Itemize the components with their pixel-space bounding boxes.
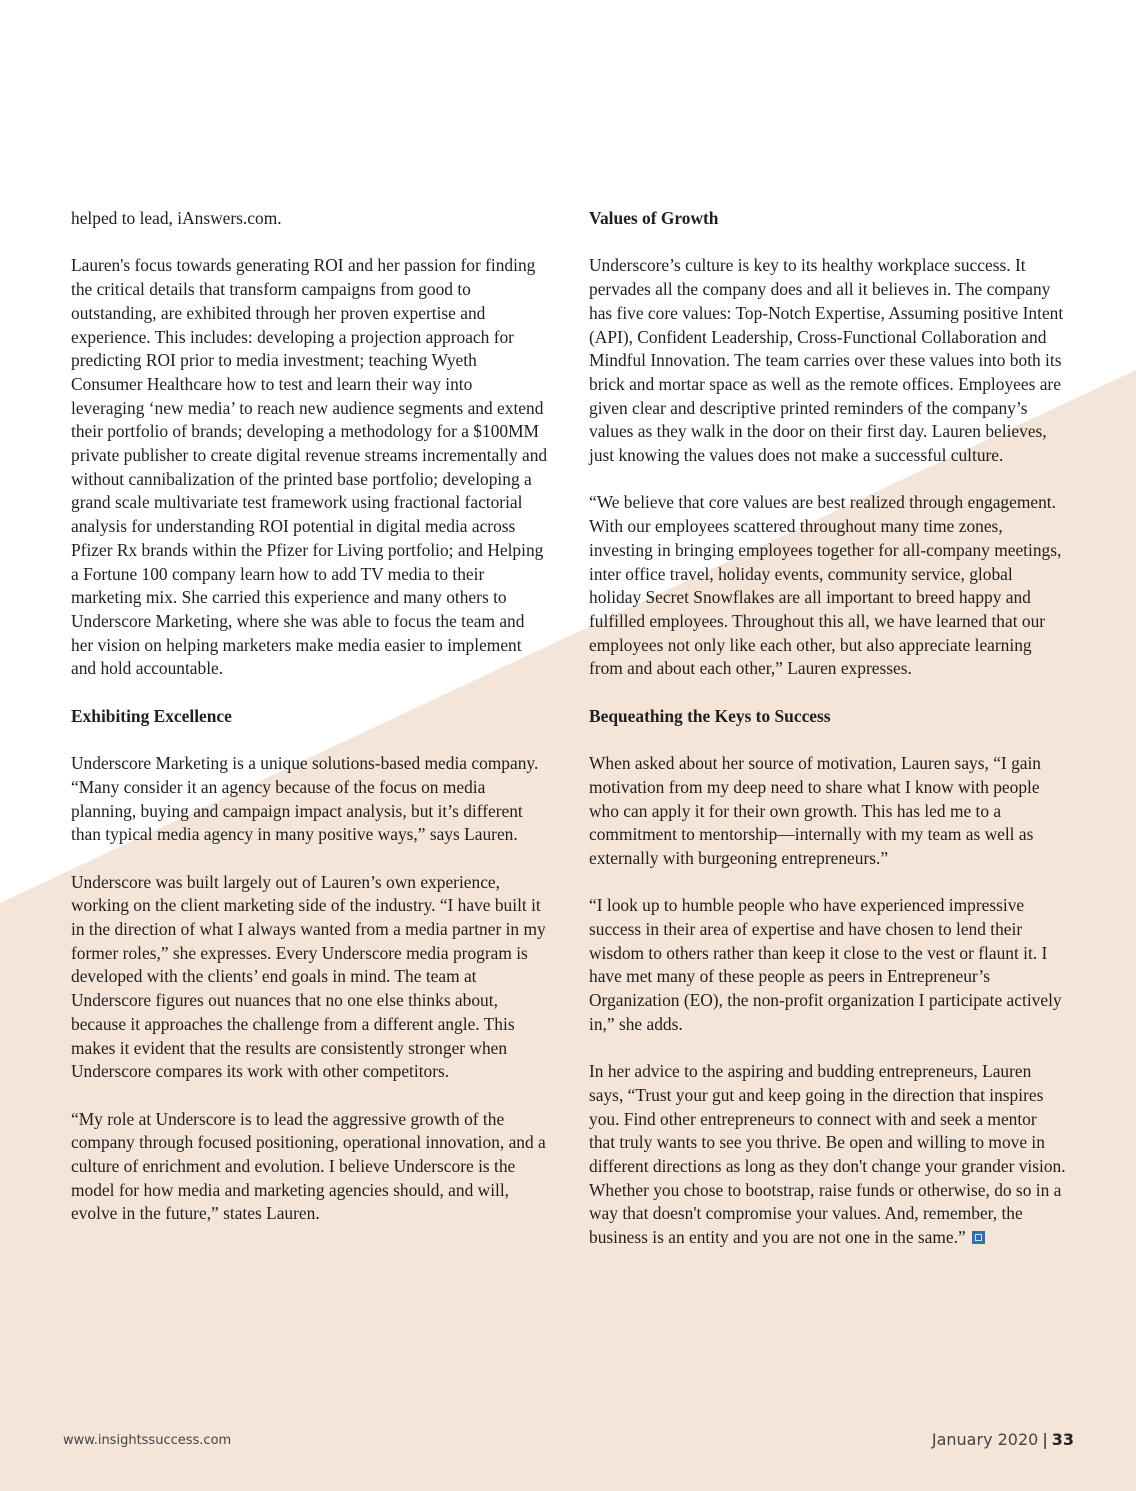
paragraph: Lauren's focus towards generating ROI and her passion for finding the critical details that transform campaigns from good to outstanding, are exhibited through her proven expertise and experience. This includes: developing a projection approach for predicting ROI prior to media investment; teaching Wyeth Consumer Healthcare how to test and learn their way into leveraging ‘new media’ to reach new audience segments and extend their portfolio of brands; developing a methodology for a $100MM private publisher to create digital revenue streams incrementally and without cannibalization of the printed base portfolio; developing a grand scale multivariate test framework using fractional factorial analysis for understanding ROI potential in digital media across Pfizer Rx brands within the Pfizer for Living portfolio; and Helping a Fortune 100 company learn how to add TV media to their marketing mix. She carried this experience and many others to Underscore Marketing, where she was able to focus the team and her vision on helping marketers make media easier to implement and hold accountable. xyxy=(71,255,548,679)
paragraph: When asked about her source of motivation, Lauren says, “I gain motivation from my deep need to share what I know with people who can apply it for their own growth. This has led me to a commitment to mentorship—internally with my team as well as externally with burgeoning entrepreneurs.” xyxy=(589,753,1042,868)
footer-website: www.insightssuccess.com xyxy=(63,1433,232,1448)
paragraph: “My role at Underscore is to lead the aggressive growth of the company through focused positioning, operational innovation, and a culture of enrichment and evolution. I believe Underscore is the model for how media and marketing agencies should, and will, evolve in the future,” states Lauren. xyxy=(71,1108,546,1224)
end-of-article-mark-icon xyxy=(972,1231,985,1244)
paragraph: Underscore’s culture is key to its healthy workplace success. It pervades all the company does and all it believes in. The company has five core values: Top-Notch Expertise, Assuming positive Intent (API), Confident Leadership, Cross-Functional Collaboration and Mindful Innovation. The team carries over these values into both its brick and mortar space as well as the remote offices. Employees are given clear and descriptive printed reminders of the company’s values as they walk in the door on their first day. Lauren believes, just knowing the values does not make a successful culture. xyxy=(589,255,1064,466)
final-paragraph xyxy=(589,1060,1067,1250)
issue-date: January 2020 xyxy=(931,1430,1039,1449)
paragraph: Underscore Marketing is a unique solutions-based media company. “Many consider it an agency because of the focus on media planning, buying and campaign impact analysis, but it’s different than typical media agency in many positive ways,” says Lauren. xyxy=(71,753,539,845)
page-number: 33 xyxy=(1051,1430,1074,1449)
section-heading: Values of Growth xyxy=(589,208,719,228)
paragraph: helped to lead, iAnswers.com. xyxy=(71,208,282,228)
paragraph: Underscore was built largely out of Lauren’s own experience, working on the client marketing side of the industry. “I have built it in the direction of what I always wanted from a media partner in my former roles,” she expresses. Every Underscore media program is developed with the clients’ end goals in mind. The team at Underscore figures out nuances that no one else thinks about, because it approaches the challenge from a different angle. This makes it evident that the results are consistently stronger when Underscore compares its work with other competitors. xyxy=(71,871,546,1082)
footer-separator: | xyxy=(1042,1430,1048,1449)
footer-issue-info xyxy=(932,1430,1074,1449)
paragraph: “We believe that core values are best realized through engagement. With our employees scattered throughout many time zones, investing in bringing employees together for all-company meetings, inter office travel, holiday events, community service, global holiday Secret Snowflakes are all important to breed happy and fulfilled employees. Throughout this all, we have learned that our employees not only like each other, but also appreciate learning from and about each other,” Lauren expresses. xyxy=(589,492,1062,679)
paragraph-text: In her advice to the aspiring and budding entrepreneurs, Lauren says, “Trust your gut and keep going in the direction that inspires you. Find other entrepreneurs to connect with and seek a mentor that truly wants to see you thrive. Be open and willing to move in different directions as long as they don't change your grander vision. Whether you chose to bootstrap, raise funds or otherwise, do so in a way that doesn't compromise your values. And, remember, the business is an entity and you are not one in the same.” xyxy=(589,1061,1066,1248)
left-column xyxy=(71,207,549,1250)
section-heading: Bequeathing the Keys to Success xyxy=(589,705,831,726)
section-heading: Exhibiting Excellence xyxy=(71,705,232,726)
paragraph: “I look up to humble people who have experienced impressive success in their area of expertise and have chosen to lend their wisdom to others rather than keep it close to the vest or flaunt it. I have met many of these people as peers in Entrepreneur’s Organization (EO), the non-profit organization I participate actively in,” she adds. xyxy=(589,895,1062,1034)
right-column xyxy=(589,207,1067,1274)
